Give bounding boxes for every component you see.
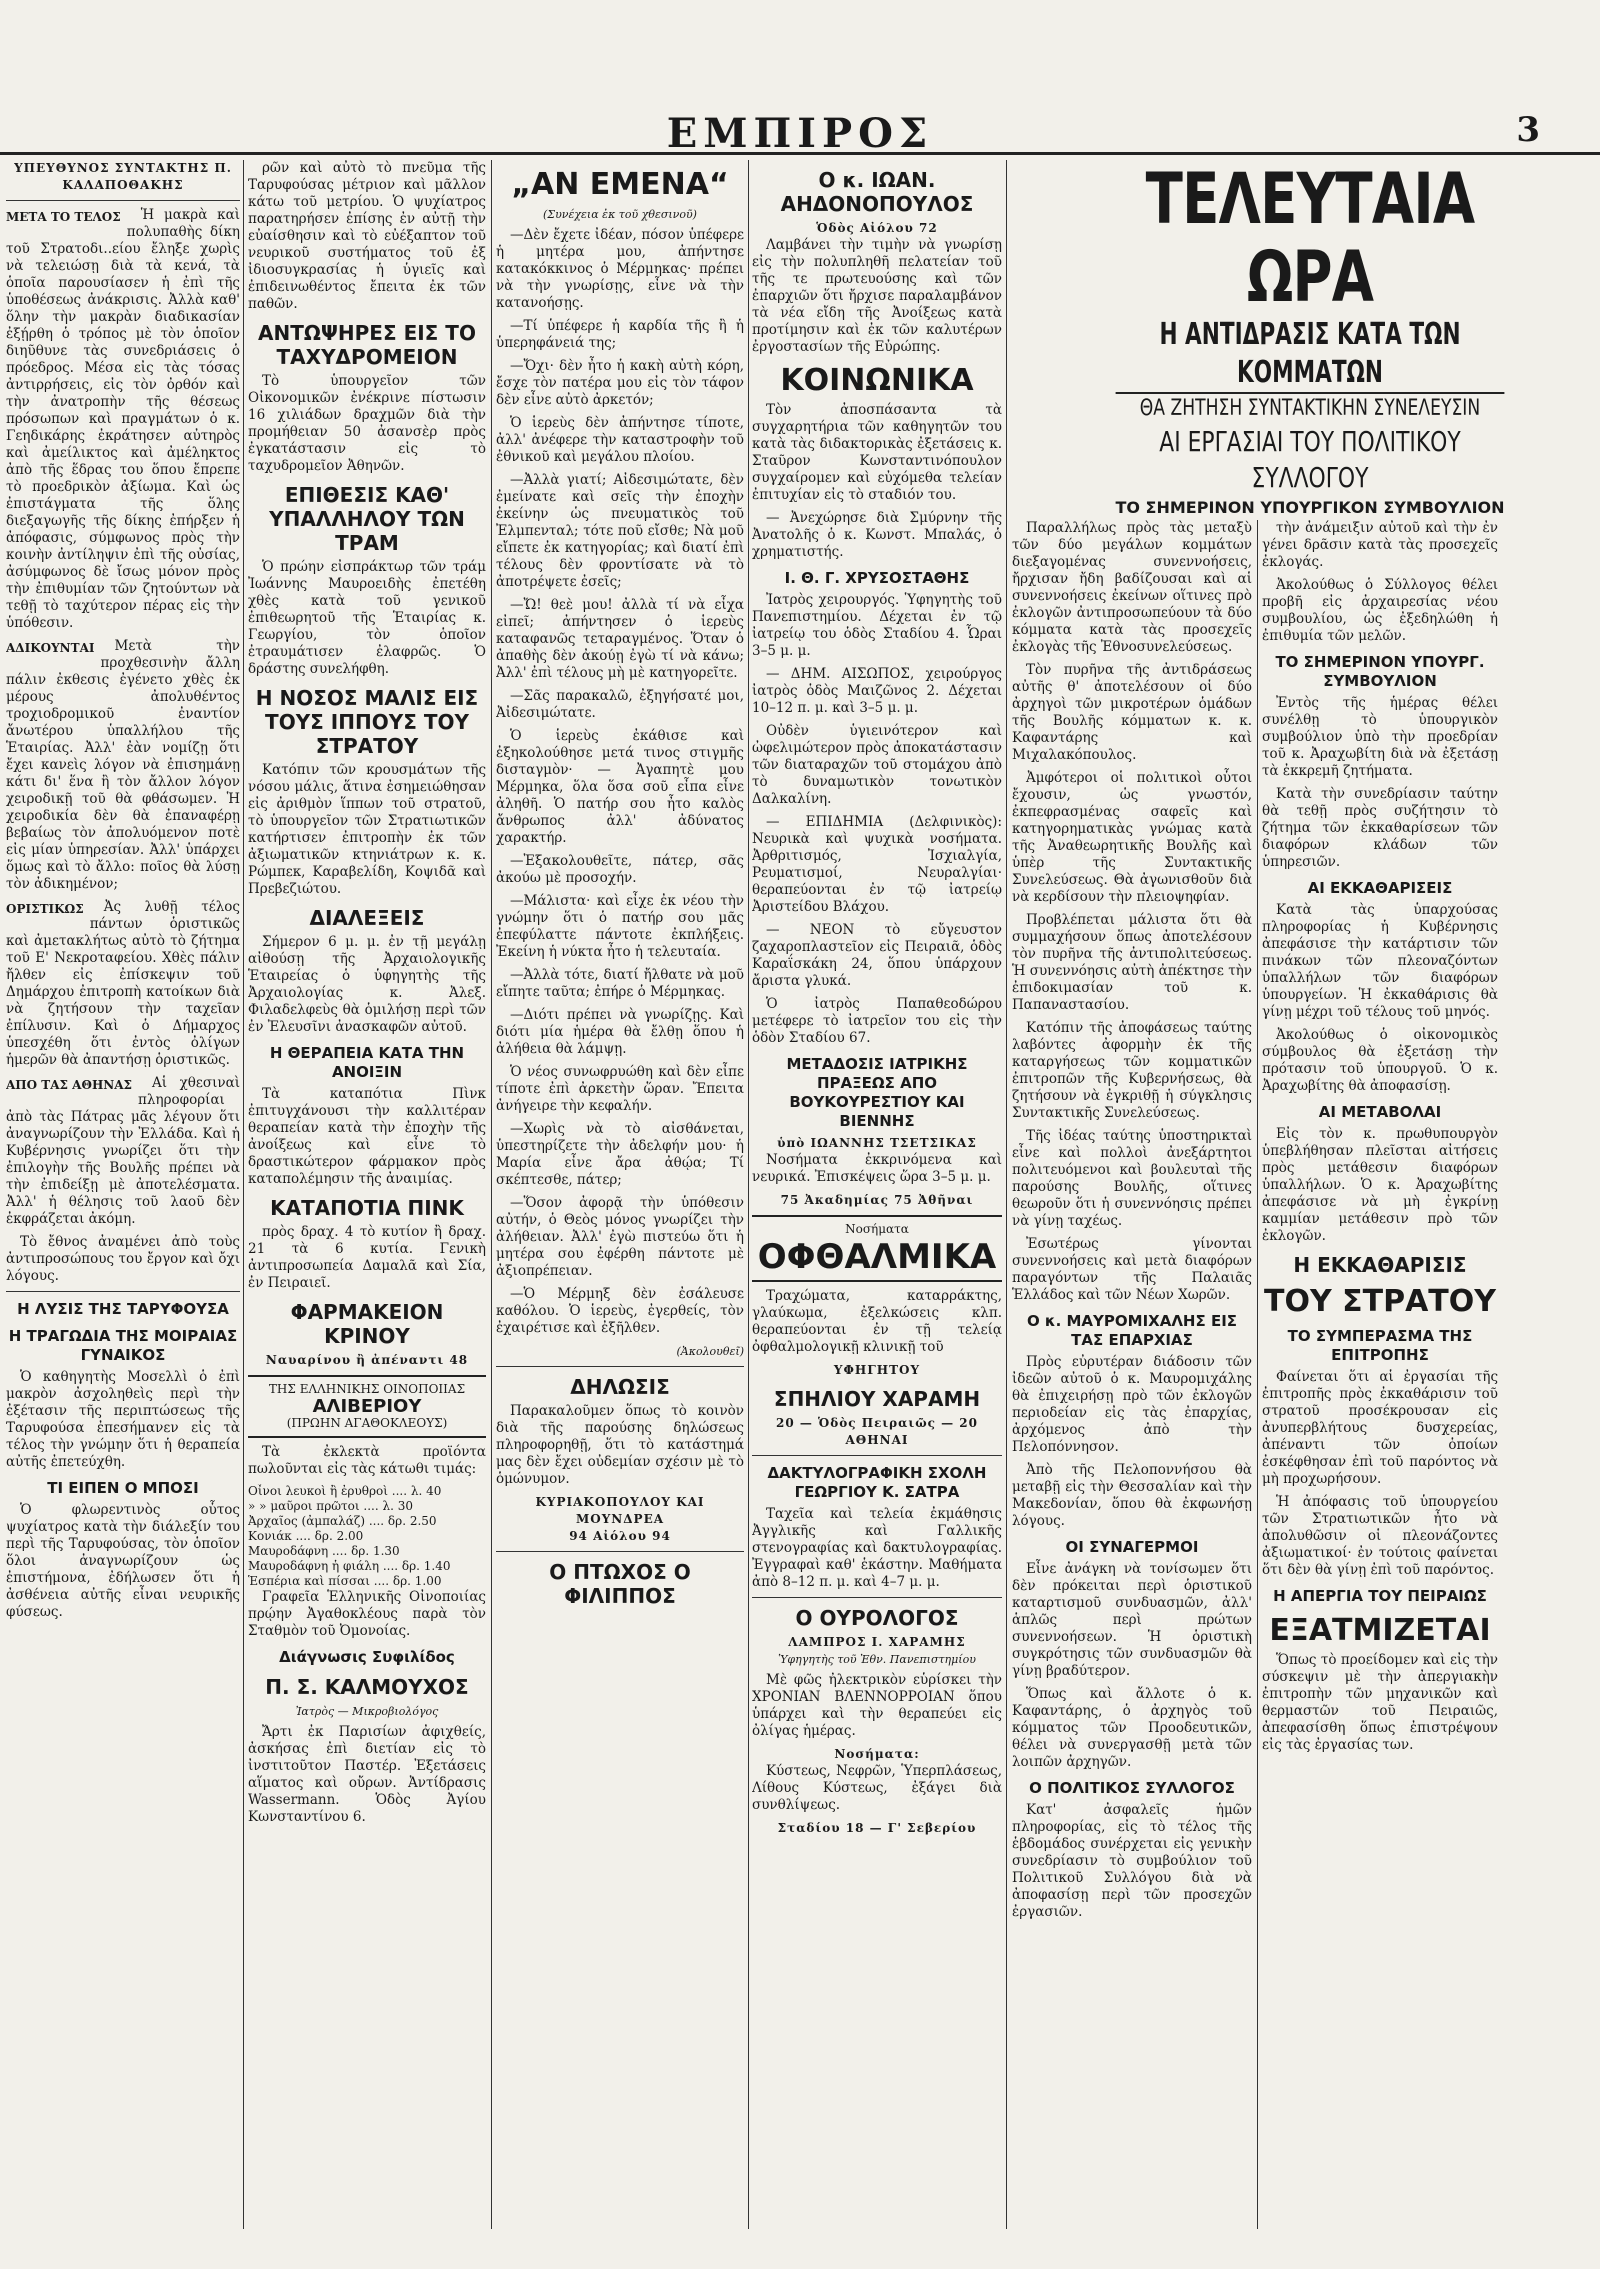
ad-doctor-name: ΛΑΜΠΡΟΣ Ι. ΧΑΡΑΜΗΣ <box>788 1635 966 1649</box>
article-text: τὴν ἀνάμειξιν αὐτοῦ καὶ τὴν ἐν γένει δρᾶσιν κατὰ τὰς προσεχεῖς ἐκλογάς. <box>1262 520 1498 570</box>
ad-text: Μὲ φῶς ἠλεκτρικὸν εὑρίσκει τὴν ΧΡΟΝΙΑΝ ΒΛΕΝΝΟΡΡΟΙΑΝ ὅπου ὑπάρχει καὶ τὴν θεραπεύει εἰς ὀλίγας ἡμέρας. <box>752 1672 1002 1739</box>
column-rule <box>1257 520 1258 2229</box>
article-text: Σήμερον 6 μ. μ. ἐν τῇ μεγάλῃ αἰθούσῃ τῆς Ἀρχαιολογικῆς Ἑταιρείας ὁ ὑφηγητὴς τῆς Ἀρχαιολογίας κ. Ἀλεξ. Φιλαδελφεὺς θὰ ὁμιλήσῃ περὶ τῶν ἐν Ἐλευσῖνι ἀνασκαφῶν αὐτοῦ. <box>248 934 486 1035</box>
price-line: Ἑσπέρια καὶ πίσσαι .... δρ. 1.00 <box>248 1574 442 1588</box>
price-line: Ἀρχαῖος (ἀμπαλάζ) .... δρ. 2.50 <box>248 1514 437 1528</box>
main-subheadline: Η ΑΝΤΙΔΡΑΣΙΣ ΚΑΤΑ ΤΩΝ ΚΟΜΜΑΤΩΝ <box>1116 316 1505 394</box>
article-text: Ὅπως καὶ ἄλλοτε ὁ κ. Καφαντάρης, ὁ ἀρχηγὸς τοῦ κόμματος τῶν Προοδευτικῶν, θέλει νὰ συνεργασθῇ μετὰ τῶν λοιπῶν ἀρχηγῶν. <box>1012 1686 1252 1770</box>
ad-title-line: ΤΗΣ ΕΛΛΗΝΙΚΗΣ ΟΙΝΟΠΟΙΙΑΣ <box>268 1382 466 1396</box>
headline-deck-1: ΘΑ ΖΗΤΗΣΗ ΣΥΝΤΑΚΤΙΚΗΝ ΣΥΝΕΛΕΥΣΙΝ <box>1139 396 1481 421</box>
ad-headline: ΚΑΤΑΠΟΤΙΑ ΠΙΝΚ <box>270 1196 464 1220</box>
article-text: Ἀπὸ τῆς Πελοποννήσου θὰ μεταβῇ εἰς τὴν Θεσσαλίαν καὶ τὴν Μακεδονίαν, ὅπου θὰ ἐκφωνήσῃ λόγους. <box>1012 1462 1252 1529</box>
article-text: — Ἀνεχώρησε διὰ Σμύρνην τῆς Ἀνατολῆς ὁ κ. Κωνστ. Μπαλάς, ὁ χρηματιστής. <box>752 510 1002 560</box>
column-4 <box>752 160 1002 2229</box>
article-text: Ἐσωτέρως γίνονται συνεννοήσεις καὶ μετὰ διαφόρων παραγόντων τῆς Παλαιᾶς Ἑλλάδος καὶ τῶν Νέων Χωρῶν. <box>1012 1236 1252 1303</box>
column-rule <box>243 160 244 2229</box>
ad-text: Ἄρτι ἐκ Παρισίων ἀφιχθείς, ἀσκήσας ἐπὶ διετίαν εἰς τὸ ἰνστιτοῦτον Παστέρ. Ἐξετάσεις αἵματος καὶ οὔρων. Ἀντίδρασις Wassermann. Ὁδὸς Ἀγίου Κωνσταντίνου 6. <box>248 1724 486 1825</box>
ad-address: 20 — Ὁδὸς Πειραιῶς — 20 <box>775 1416 978 1430</box>
ad-text: Λαμβάνει τὴν τιμὴν νὰ γνωρίσῃ εἰς τὴν πολυπληθῆ πελατείαν τοῦ τῆς τε πρωτευούσης καὶ τῶν ἐπαρχιῶν ὅτι ἤρχισε παραλαμβάνον τὰ νέα εἴδη τῆς Ἀνοίξεως κατὰ προτίμησιν καὶ ἐκ τῶν καλυτέρων ἐργοστασίων τῆς Εὐρώπης. <box>752 237 1002 355</box>
article-text: —Μάλιστα· καὶ εἶχε ἐκ νέου τὴν γνώμην ὅτι ὁ πατήρ σου μᾶς ἐπεφύλαττε πάντοτε ἐκπλήξεις. Ἐκείνη ἡ νύκτα ἦτο ἡ τελευταία. <box>496 893 744 960</box>
eye-clinic-ad <box>752 1215 1002 1282</box>
ad-doctor-title: Ἰατρὸς — Μικροβιολόγος <box>295 1705 439 1718</box>
article-text: Κατ' ἀσφαλεῖς ἡμῶν πληροφορίας, εἰς τὸ τέλος τῆς ἑβδομάδος συνέρχεται εἰς γενικὴν συνεδρίασιν τὸ συμβούλιον τοῦ Πολιτικοῦ Συλλόγου διὰ νὰ ἀποφασίσῃ περὶ τῶν προσεχῶν ἐργασιῶν. <box>1012 1802 1252 1920</box>
article-text: Κατὰ τὴν συνεδρίασιν ταύτην θὰ τεθῇ πρὸς συζήτησιν τὸ ζήτημα τῶν ἐκκαθαρίσεων τῶν διαφόρων κλάδων τῶν ὑπηρεσιῶν. <box>1262 786 1498 870</box>
winery-ad <box>248 1375 486 1438</box>
article-text: —Ἀλλὰ τότε, διατί ἤλθατε νὰ μοῦ εἴπητε ταῦτα; ἐπήρε ὁ Μέρμηκας. <box>496 967 744 1000</box>
serial-title: „ΑΝ ΕΜΕΝΑ“ <box>511 167 729 202</box>
article-text: —Σᾶς παρακαλῶ, ἐξηγήσατέ μοι, Ἀἰδεσιμώτατε. <box>496 688 744 721</box>
main-headline: ΤΕΛΕΥΤΑΙΑ ΩΡΑ <box>1145 158 1475 318</box>
article-text: Τὸν ἀποσπάσαντα τὰ συγχαρητήρια τῶν καθηγητῶν του κατὰ τὰς διδακτορικὰς ἐξετάσεις κ. Σταῦρον Κωνσταντινόπουλον συγχαίρομεν καὶ εὐχόμεθα τελείαν ἐπιτυχίαν εἰς τὸ σταδιόν του. <box>752 402 1002 503</box>
ad-headline: Διάγνωσις Συφιλίδος <box>279 1648 455 1666</box>
page-number: 3 <box>1516 110 1540 150</box>
article-headline: ΟΙ ΣΥΝΑΓΕΡΜΟΙ <box>1065 1538 1199 1556</box>
article-headline: ΤΟ ΣΗΜΕΡΙΝΟΝ ΥΠΟΥΡΓ. ΣΥΜΒΟΥΛΙΟΝ <box>1275 653 1485 690</box>
ad-headline: Ο ΟΥΡΟΛΟΓΟΣ <box>795 1606 959 1630</box>
article-text: Πρὸς εὐρυτέραν διάδοσιν τῶν ἰδεῶν αὐτοῦ ὁ κ. Μαυρομιχάλης θὰ ἐπιχειρήσῃ πρὸ τῶν ἐκλογῶν περιοδείαν εἰς τὰς ἐπαρχίας, ἀρχόμενος ἀπὸ τὴν Πελοπόννησον. <box>1012 1354 1252 1455</box>
column-2 <box>248 160 486 2229</box>
article-text: Ὁ ἱερεὺς δὲν ἀπήντησε τίποτε, ἀλλ' ἀνέφερε τὴν καταστροφὴν τοῦ ἐθνικοῦ καὶ μεγάλου πλοίου. <box>496 415 744 465</box>
column-rule <box>1006 160 1007 2229</box>
ad-headline: ΔΑΚΤΥΛΟΓΡΑΦΙΚΗ ΣΧΟΛΗ ΓΕΩΡΓΙΟΥ Κ. ΣΑΤΡΑ <box>767 1464 987 1501</box>
masthead <box>0 110 1600 155</box>
article-text: Ὁ πρώην εἰσπράκτωρ τῶν τράμ Ἰωάννης Μαυροειδὴς ἐπετέθη χθὲς κατὰ τοῦ γενικοῦ ἐπιθεωρητοῦ τῆς Ἑταιρίας κ. Γεωργίου, τὸν ὁποῖον ἐτραυμάτισεν ἐλαφρῶς. Ὁ δράστης συνελήφθη. <box>248 559 486 677</box>
ad-address: Ὁδὸς Αἰόλου 72 <box>816 221 938 235</box>
article-headline: ΕΠΙΘΕΣΙΣ ΚΑΘ' ΥΠΑΛΛΗΛΟΥ ΤΩΝ ΤΡΑΜ <box>269 483 465 555</box>
article-text: Τὸ ἔθνος ἀναμένει ἀπὸ τοὺς ἀντιπροσώπους του ἔργον καὶ ὄχι λόγους. <box>6 1234 240 1284</box>
column-1 <box>6 160 240 2229</box>
article-text: Ἡ μακρὰ καὶ πολυπαθὴς δίκη τοῦ Στρατοδι..είου ἔληξε χωρὶς νὰ τελειώσῃ διὰ τὰ κενά, τὰ ὁποῖα παρουσίασεν ἡ ἐπὶ τῆς ὑποθέσεως ἀνάκρισις. Ἀλλὰ καθ' ὅλην τὴν μακρὰν διαδικασίαν ἐξῄρθη ὁ τρόπος μὲ τὸν ὁποῖον διηῦθυνε τὰς συνεδριάσεις ὁ πρόεδρος. Μέσα εἰς τὰς τόσας ἀντιρρήσεις, εἰς τὸν ὀρθόν καὶ τὴν ἀνατροπὴν τῆς θέσεως πρόσωπων καὶ πραγμάτων ὁ κ. Γεηδικάρης ἐκράτησεν αὐτηρὸς καὶ ἀμείλικτος καὶ ἀμέληκτος ἀπὸ τῆς ἕδρας του ὅπου ἔπρεπε τὸ προεδρικὸν ἀξίωμα. Καὶ ὡς ἐπιστάγματα τῆς ὅλης διεξαγωγῆς τῆς δίκης ἐπήρξεν ἡ ἀπόφασις, σύμφωνος πρὸς τὴν κοινὴν ἀντίληψιν ἐπὶ τῆς οὐσίας, ἀσύμφωνος δὲ ἴσως μόνον πρὸς τὴν ἐπιθυμίαν τῶν ζητούντων νὰ τεθῇ τὸ ταχύτερον πέρας εἰς τὴν ὑπόθεσιν. <box>6 207 240 631</box>
article-headline: Ο ΠΟΛΙΤΙΚΟΣ ΣΥΛΛΟΓΟΣ <box>1029 1779 1235 1797</box>
newspaper-name: ΕΜΠΙΡΟΣ <box>666 110 934 157</box>
side-heading: ΟΡΙΣΤΙΚΩΣ <box>6 902 84 916</box>
article-text: Ἀς λυθῇ τέλος πάντων ὁριστικῶς καὶ ἀμετακλήτως αὐτὸ τὸ ζήτημα τοῦ Ε' Νεκροταφείου. Χθὲς πάλιν ἤλθεν εἰς ἐπίσκεψιν τοῦ Δημάρχου ἐπιτροπὴ κατοίκων διὰ νὰ ζητήσουν τὴν ταχεῖαν ἐπίλυσιν. Καὶ ὁ Δήμαρχος ὑπεσχέθη ὅτι ἐντὸς ὀλίγων ἡμερῶν θὰ ἀπαντήσῃ ὁριστικῶς. <box>6 899 240 1068</box>
column-6 <box>1262 520 1498 2229</box>
ad-text: Τὰ ἐκλεκτὰ προϊόντα πωλοῦνται εἰς τὰς κάτωθι τιμάς: <box>248 1444 486 1477</box>
notice-text: Παρακαλοῦμεν ὅπως τὸ κοινὸν διὰ τῆς παρούσης δηλώσεως πληροφορηθῇ, ὅτι τὸ κατάστημά μας δὲν ἔχει οὐδεμίαν σχέσιν μὲ τὸ ὁμώνυμον. <box>496 1403 744 1487</box>
article-text: Μετὰ τὴν προχθεσινὴν ἄλλη πάλιν ἐκθεσις ἐγένετο χθὲς ἐκ μέρους ἀπολυθέντος τροχιοδρομικοῦ ἐναντίον ἄνωτέρου ὑπαλλήλου τῆς Ἑταιρίας. Ἀλλ' ἐὰν νομίζῃ ὅτι ἔχει κανεὶς λόγον νὰ ἐπισημάνῃ κάτι δι' ἕνα ἢ τὸν ἄλλον λόγον χειροδικῇ τοῦ θὰ φθάσωμεν. Ἡ χειροδικία δὲν θὰ ἐπαναφέρῃ βεβαίως τὸν ἀπολυόμενον ποτὲ εἰς μίαν ὑπηρεσίαν. Ἀλλ' ὑπάρχει ὅμως καὶ τὸ ἄλλο: ποῖος θὰ λύσῃ τὸν ἀδικημένον; <box>6 638 240 892</box>
ad-address: Σταδίου 18 — Γ' Σεβερίου <box>777 1821 977 1835</box>
ad-headline: ΜΕΤΑΔΟΣΙΣ ΙΑΤΡΙΚΗΣ ΠΡΑΞΕΩΣ ΑΠΟ ΒΟΥΚΟΥΡΕΣΤΙΟΥ ΚΑΙ ΒΙΕΝΝΗΣ <box>786 1055 968 1130</box>
price-line: » » μαῦροι πρῶτοι .... λ. 30 <box>248 1499 413 1513</box>
shop-name: ΚΥΡΙΑΚΟΠΟΥΛΟΥ ΚΑΙ ΜΟΥΝΔΡΕΑ <box>535 1495 705 1526</box>
article-text: —Ὄχι· δὲν ἦτο ἡ κακὴ αὐτὴ κόρη, ἔσχε τὸν πατέρα μου εἰς τὸν τάφον δὲν εἶνε αὐτὸ ἀρκετόν; <box>496 358 744 408</box>
article-headline: ΔΙΑΛΕΞΕΙΣ <box>309 906 425 930</box>
side-heading: ΑΔΙΚΟΥΝΤΑΙ <box>6 641 95 655</box>
article-text: Τὸν πυρῆνα τῆς ἀντιδράσεως αὐτῆς θ' ἀποτελέσουν οἱ δύο ἀρχηγοὶ τῶν μικροτέρων ὁμάδων τῆς Βουλῆς κόμματων κ. κ. Καφαντάρης καὶ Μιχαλακόπουλος. <box>1012 662 1252 763</box>
ad-doctor-title: Ὑφηγητὴς τοῦ Ἐθν. Πανεπιστημίου <box>778 1653 976 1666</box>
article-text: Παραλλήλως πρὸς τὰς μεταξὺ τῶν δύο μεγάλων κομμάτων διεξαγομένας συνεννοήσεις, ἤρχισαν ἤδη βαδίζουσαι καὶ αἱ συνεννοήσεις ἐκείνων οἵτινες πρὸ ἐκλογῶν ἀντιπροσωπεύουν τὰ δύο κόμματα κατὰ τὰς προσεχεῖς ἐκλογὰς τῆς Ἐθνοσυνελεύσεως. <box>1012 520 1252 655</box>
column-rule <box>748 160 749 2229</box>
article-text: Κατόπιν τῶν κρουσμάτων τῆς νόσου μάλις, ἅτινα ἐσημειώθησαν εἰς ἀριθμὸν ἵππων τοῦ στρατοῦ, τὸ ὑπουργεῖον τῶν Στρατιωτικῶν κατήρτισεν ἐπιτροπὴν ἐκ τῶν ἀξιωματικῶν κτηνιάτρων κ. κ. Ρώμπεκ, Καραβελίδη, Κοψιδᾶ καὶ Πρεβεζιώτου. <box>248 762 486 897</box>
article-subheadline: Η ΤΡΑΓΩΔΙΑ ΤΗΣ ΜΟΙΡΑΙΑΣ ΓΥΝΑΙΚΟΣ <box>8 1327 238 1364</box>
article-text: ρῶν καὶ αὐτὸ τὸ πνεῦμα τῆς Ταρυφούσας μέτριον καὶ μᾶλλον κάτω τοῦ μετρίου. Ὁ ψυχίατρος παρατηρήσεν ἐπίσης ἐν αὐτῇ τὴν εὐαίσθησιν καὶ τὸ εὐέξαπτον τοῦ νευρικοῦ συστήματος τοῦ ἐξ ἰδιοσυγκρασίας ἡ ὑγιεῖς καὶ ἐπιδεινωθέντος ἔπειτα ἐκ τῶν παθῶν. <box>248 160 486 312</box>
article-headline: Η ΑΠΕΡΓΙΑ ΤΟΥ ΠΕΙΡΑΙΩΣ <box>1273 1587 1487 1605</box>
article-text: —Ἀλλὰ γιατί; Αἰδεσιμώτατε, δὲν ἐμείνατε καὶ σεῖς τὴν ἐποχὴν ἐκείνην ὡς πνευματικὸς τοῦ Ἐλμπενταλ; τότε ποῦ εἴσθε; Νὰ μοῦ εἴπετε ἐκ κατηγορίας; καὶ διατί ἐπὶ τέλους δὲν φροντίσατε νὰ τὸ ἀποτρέψετε ἐσεῖς; <box>496 472 744 590</box>
article-text: —Δὲν ἔχετε ἰδέαν, πόσον ὑπέφερε ἡ μητέρα μου, ἀπήντησε κατακόκκινος ὁ Μέρμηκας· πρέπει νὰ τὴν γνωρίσῃς, εἶνε νὰ τὴν κατανοήσῃς. <box>496 227 744 311</box>
article-text: —Χωρὶς νὰ τὸ αἰσθάνεται, ὑπεστηρίζετε τὴν ἀδελφήν μου· ἡ Μαρία εἶνε ἄρα ἀθῴα; Τί σκέπτεσθε, πάτερ; <box>496 1121 744 1188</box>
ad-address: Ναυαρίνου ἢ ἀπέναντι 48 <box>265 1353 469 1367</box>
article-text: —Διότι πρέπει νὰ γνωρίζῃς. Καὶ διότι μία ἡμέρα θὰ ἔλθῃ ὅπου ἡ ἀλήθεια θὰ λάμψῃ. <box>496 1007 744 1057</box>
article-text: Ὁ νέος συνωφρυώθη καὶ δὲν εἶπε τίποτε ἐπὶ ἀρκετὴν ὥραν. Ἔπειτα ἀνήγειρε τὴν κεφαλήν. <box>496 1064 744 1114</box>
article-text: Ὅπως τὸ προείδομεν καὶ εἰς τὴν σύσκεψιν μὲ τὴν ἀπεργιακὴν ἐπιτροπὴν τῶν μηχανικῶν καὶ θερμαστῶν τοῦ Πειραιῶς, ἀπεφασίσθη ὅπως ἐπιστρέψουν εἰς τὰς ἐργασίας των. <box>1262 1652 1498 1753</box>
ad-doctor-name: ΣΠΗΛΙΟΥ ΧΑΡΑΜΗ <box>773 1387 981 1411</box>
article-text: —Τί ὑπέφερε ἡ καρδία τῆς ἢ ἡ ὑπερηφάνειά της; <box>496 318 744 351</box>
price-line: Κονιάκ .... δρ. 2.00 <box>248 1529 364 1543</box>
article-text: Ὁ ἰατρὸς Παπαθεοδώρου μετέφερε τὸ ἰατρεῖον του εἰς τὴν ὁδὸν Σταδίου 67. <box>752 996 1002 1046</box>
column-3 <box>496 160 744 2229</box>
ad-list-heading: Νοσήματα: <box>834 1747 920 1761</box>
article-text: Τῆς ἰδέας ταύτης ὑποστηρικταὶ εἶνε καὶ πολλοὶ ἀνεξάρτητοι πολιτευόμενοι καὶ βουλευταὶ τῆς παρούσης Βουλῆς, οἵτινες θεωροῦν ὅτι ἡ συνεννόησις πρέπει νὰ γίνῃ ταχέως. <box>1012 1128 1252 1229</box>
article-headline: ΑΙ ΜΕΤΑΒΟΛΑΙ <box>1318 1103 1442 1121</box>
ad-doctor-title: ΥΦΗΓΗΤΟΥ <box>833 1363 921 1377</box>
price-line: Οἶνοι λευκοὶ ἢ ἐρυθροὶ .... λ. 40 <box>248 1484 442 1498</box>
article-text: —Ὅσον ἀφορᾷ τὴν ὑπόθεσιν αὐτήν, ὁ Θεὸς μόνος γνωρίζει τὴν ἀλήθειαν. Ἀλλ' ἐγὼ πιστεύω ὅτι ἡ μητέρα σου ἐφέρθη πάντοτε μὲ ἀξιοπρέπειαν. <box>496 1195 744 1279</box>
ad-title-main: ΟΦΘΑΛΜΙΚΑ <box>757 1237 997 1277</box>
article-text: —Ὁ Μέρμηξ δὲν ἐσάλευσε καθόλου. Ὁ ἱερεὺς, ἐγερθείς, τὸν ἐχαιρέτισε καὶ ἐξῆλθεν. <box>496 1286 744 1336</box>
article-text: —Ἐξακολουθεῖτε, πάτερ, σᾶς ἀκούω μὲ προσοχήν. <box>496 853 744 886</box>
article-headline: ΑΝΤΩΨΗΡΕΣ ΕΙΣ ΤΟ ΤΑΧΥΔΡΟΜΕΙΟΝ <box>258 321 476 369</box>
article-text: Αἱ χθεσιναὶ πληροφορίαι ἀπὸ τὰς Πάτρας μᾶς λέγουν ὅτι ἀναγνωρίζουν τὴν Ἐλλάδα. Καὶ ἡ Κυβέρνησις γνωρίζει ὅτι τὴν ἐπιλογὴν τῆς Βουλῆς πρέπει νὰ τὴν ἐπιδείξῃ μὲ ἀποτελέσματα. Ἀλλ' ἡ θέλησις τοῦ λαοῦ δὲν ἐκφράζεται ἀκόμη. <box>6 1075 240 1227</box>
continued-note: (Ἀκολουθεῖ) <box>676 1345 744 1358</box>
ad-title-line: Νοσήματα <box>845 1222 909 1236</box>
article-headline: Η ΘΕΡΑΠΕΙΑ ΚΑΤΑ ΤΗΝ ΑΝΟΙΞΙΝ <box>269 1044 465 1081</box>
article-headline-main: ΤΟΥ ΣΤΡΑΤΟΥ <box>1264 1284 1496 1319</box>
headline-deck-2: ΑΙ ΕΡΓΑΣΙΑΙ ΤΟΥ ΠΟΛΙΤΙΚΟΥ ΣΥΛΛΟΓΟΥ <box>1159 425 1461 494</box>
article-text: Ἀμφότεροι οἱ πολιτικοὶ οὗτοι ἔχουσιν, ὡς γνωστόν, ἐκπεφρασμένας σαφεῖς καὶ κατηγορηματικὰς γνώμας κατὰ τῆς Ἀναθεωρητικῆς Βουλῆς καὶ ὑπὲρ τῆς Συντακτικῆς Συνελεύσεως. Θὰ ἀγωνισθοῦν διὰ νὰ κερδίσουν τὴν πλειοψηφίαν. <box>1012 770 1252 905</box>
ad-doctor-name: Π. Σ. ΚΑΛΜΟΥΧΟΣ <box>265 1675 469 1699</box>
column-5 <box>1012 520 1252 2229</box>
serial-subtitle: (Συνέχεια ἐκ τοῦ χθεσινοῦ) <box>543 208 697 221</box>
article-text: Τὸ ὑπουργεῖον τῶν Οἰκονομικῶν ἐνέκρινε πίστωσιν 16 χιλιάδων δραχμῶν διὰ τὴν προμήθειαν 50 ἀσανσὲρ πρὸς ἐγκατάστασιν εἰς τὸ ταχυδρομεῖον Ἀθηνῶν. <box>248 373 486 474</box>
section-headline: ΚΟΙΝΩΝΙΚΑ <box>780 363 974 398</box>
price-line: Μαυροδάφνη ἡ φιάλη .... δρ. 1.40 <box>248 1559 451 1573</box>
article-text: Κατόπιν τῆς ἀποφάσεως ταύτης λαβόντες ἀφορμὴν ἐκ τῆς καταργήσεως τῶν κομματικῶν ἐπιτροπῶν τῆς Κυβερνήσεως, θὰ ζητήσουν νὰ ἐγκριθῇ ἡ σύγκλησις Συντακτικῆς Συνελεύσεως. <box>1012 1020 1252 1121</box>
price-list <box>248 1484 486 1589</box>
article-headline-main: ΕΞΑΤΜΙΖΕΤΑΙ <box>1269 1613 1491 1648</box>
article-text: — ΕΠΙΔΗΜΙΑ (Δελφινικὸς): Νευρικὰ καὶ ψυχικὰ νοσήματα. Ἀρθριτισμός, Ἰσχιαλγία, Ρευματισμοί, Νευραλγίαι· θεραπεύονται ἐν τῷ ἰατρείῳ Ἀριστείδου Βλάχου. <box>752 814 1002 915</box>
article-headline: ΤΙ ΕΙΠΕΝ Ο ΜΠΟΣΙ <box>47 1479 199 1497</box>
shop-address: 94 Αἰόλου 94 <box>569 1529 671 1543</box>
article-subheadline: ΤΟ ΣΥΜΠΕΡΑΣΜΑ ΤΗΣ ΕΠΙΤΡΟΠΗΣ <box>1287 1327 1473 1364</box>
ad-doctor-name: Ι. Θ. Γ. ΧΡΥΣΟΣΤΑΘΗΣ <box>784 569 970 587</box>
article-text: Φαίνεται ὅτι αἱ ἐργασίαι τῆς ἐπιτροπῆς πρὸς ἐκκαθάρισιν τοῦ στρατοῦ προσέκρουσαν εἰς ἀνυπερβλήτους δυσχερείας, ἀπέναντι τῶν ὁποίων ἐσκέφθησαν ἐπὶ τοῦ παρόντος νὰ μὴ προχωρήσουν. <box>1262 1369 1498 1487</box>
article-text: Τὰ καταπότια Πὶνκ ἐπιτυγχάνουσι τὴν καλλιτέραν θεραπείαν κατὰ τὴν ἐποχὴν τῆς ἀνοίξεως καὶ εἶνε τὸ δραστικώτερον φάρμακον πρὸς καταπολέμησιν τῆς ἀναιμίας. <box>248 1086 486 1187</box>
ad-text: Τραχώματα, καταρράκτης, γλαύκωμα, ἐξελκώσεις κλπ. θεραπεύονται ἐν τῇ τελείᾳ ὀφθαλμολογικῇ κλινικῇ τοῦ <box>752 1288 1002 1355</box>
ad-text: Ταχεῖα καὶ τελεία ἐκμάθησις Ἀγγλικῆς καὶ Γαλλικῆς στενογραφίας καὶ δακτυλογραφίας. Ἐγγραφαὶ καθ' ἑκάστην. Μαθήματα ἀπὸ 8–12 π. μ. καὶ 4–7 μ. μ. <box>752 1506 1002 1590</box>
article-headline: Η ΕΚΚΑΘΑΡΙΣΙΣ <box>1293 1253 1467 1277</box>
article-text: Ἡ ἀπόφασις τοῦ ὑπουργείου τῶν Στρατιωτικῶν ἦτο νὰ ἀπολυθῶσιν οἱ πλεονάζοντες ἀξιωματικοί· ἐν τούτοις φαίνεται ὅτι δὲν θὰ γίνῃ ἐπὶ τοῦ παρόντος. <box>1262 1494 1498 1578</box>
notice-headline: ΔΗΛΩΣΙΣ <box>570 1375 670 1399</box>
serial-title-2: Ο ΠΤΩΧΟΣ Ο ΦΙΛΙΠΠΟΣ <box>549 1560 691 1608</box>
ad-headline: ΦΑΡΜΑΚΕΙΟΝ ΚΡΙΝΟΥ <box>290 1300 444 1348</box>
article-text: — ΝΕΟΝ τὸ εὔγευστον ζαχαροπλαστεῖον εἰς Πειραιᾶ, ὁδὸς Καραΐσκάκη 24, ὅπου ὑπάρχουν ἄριστα γλυκά. <box>752 922 1002 989</box>
article-headline: Η ΛΥΣΙΣ ΤΗΣ ΤΑΡΥΦΟΥΣΑ <box>17 1300 229 1318</box>
editor-credit: ΥΠΕΥΘΥΝΟΣ ΣΥΝΤΑΚΤΗΣ Π. ΚΑΛΑΠΟΘΑΚΗΣ <box>14 161 232 192</box>
ad-text: Γραφεῖα Ἑλληνικῆς Οἰνοποιίας πρῴην Ἀγαθοκλέους παρὰ τὸν Σταθμὸν τοῦ Ὀμονοίας. <box>248 1589 486 1639</box>
article-headline: Ο κ. ΜΑΥΡΟΜΙΧΑΛΗΣ ΕΙΣ ΤΑΣ ΕΠΑΡΧΙΑΣ <box>1026 1312 1238 1349</box>
side-heading: ΑΠΟ ΤΑΣ ΑΘΗΝΑΣ <box>6 1078 133 1092</box>
ad-text: Ἰατρὸς χειρουργός. Ὑφηγητὴς τοῦ Πανεπιστημίου. Δέχεται ἐν τῷ ἰατρείῳ του ὁδὸς Σταδίου 4. Ὧραι 3–5 μ. μ. <box>752 592 1002 659</box>
article-text: Ἀκολούθως ὁ Σύλλογος θέλει προβῆ εἰς ἀρχαιρεσίας νέου συμβουλίου, ὡς ἐξεδηλώθη ἡ ἐπιθυμία τῶν μελῶν. <box>1262 577 1498 644</box>
article-text: Οὐδὲν ὑγιεινότερον καὶ ὠφελιμώτερον πρὸς ἀποκατάστασιν τῶν διαταραχῶν τοῦ στομάχου ἀπὸ τὸ δυναμωτικὸν τονωτικὸν Δαλκαλίνη. <box>752 723 1002 807</box>
article-text: Ὁ φλωρεντινὸς οὗτος ψυχίατρος κατὰ τὴν διάλεξίν του περὶ τῆς Ταρυφούσας, τὸν ὁποῖον ὅλοι ἀναγνωρίζουν ὡς ἐπιστήμονα, ἐδήλωσεν ὅτι ἡ ἀσθένεια αὐτῆς εἶναι νευρικῆς φύσεως. <box>6 1502 240 1620</box>
article-headline: Η ΝΟΣΟΣ ΜΑΛΙΣ ΕΙΣ ΤΟΥΣ ΙΠΠΟΥΣ ΤΟΥ ΣΤΡΑΤΟΥ <box>255 686 479 758</box>
article-text: Εἰς τὸν κ. πρωθυπουργὸν ὑπεβλήθησαν πλεῖσται αἰτήσεις πρὸς μετάθεσιν διαφόρων ὑπαλλήλων. Ὁ κ. Ἀραχωβίτης ἀπεφάσισε νὰ μὴ ἐγκρίνῃ καμμίαν μετάθεσιν πρὸ τῶν ἐκλογῶν. <box>1262 1126 1498 1244</box>
ad-text: πρὸς δραχ. 4 τὸ κυτίον ἢ δραχ. 21 τὰ 6 κυτία. Γενικὴ ἀντιπροσωπεία Δαμαλᾶ καὶ Σία, ἐν Πειραιεῖ. <box>248 1224 486 1291</box>
ad-address: 75 Ἀκαδημίας 75 Ἀθῆναι <box>780 1193 974 1207</box>
article-text: Ἀκολούθως ὁ οἰκονομικὸς σύμβουλος θὰ ἐξετάσῃ τὴν πρότασιν τοῦ ὑπουργοῦ. Ὁ κ. Ἀραχωβίτης θὰ ἀποφασίσῃ. <box>1262 1027 1498 1094</box>
ad-subtitle: (ΠΡΩΗΝ ΑΓΑΘΟΚΛΕΟΥΣ) <box>286 1416 448 1430</box>
article-text: — ΔΗΜ. ΑΙΣΩΠΟΣ, χειρούργος ἰατρὸς ὁδὸς Μαιζῶνος 2. Δέχεται 10–12 π. μ. καὶ 3–5 μ. μ. <box>752 666 1002 716</box>
ad-text: Κύστεως, Νεφρῶν, Ὑπερπλάσεως, Λίθους Κύστεως, ἐξάγει διὰ συνθλίψεως. <box>752 1763 1002 1813</box>
ad-headline: Ο κ. ΙΩΑΝ. ΑΗΔΟΝΟΠΟΥΛΟΣ <box>780 168 974 216</box>
side-heading: ΜΕΤΑ ΤΟ ΤΕΛΟΣ <box>6 210 121 224</box>
ad-city: ΑΘΗΝΑΙ <box>845 1433 909 1447</box>
article-text: Ὁ καθηγητὴς Μοσελλὶ ὁ ἐπὶ μακρὸν ἀσχοληθεὶς περὶ τὴν ἐξέτασιν τῆς περιπτώσεως τῆς Ταρυφούσα ἐπεσήμανεν εἰς τὰ τέλος τὴν γνώμην ὅτι ἡ θεραπεία αὐτῆς ἐπετεύχθη. <box>6 1369 240 1470</box>
price-line: Μαυροδάφνη .... δρ. 1.30 <box>248 1544 400 1558</box>
article-text: Κατὰ τὰς ὑπαρχούσας πληροφορίας ἡ Κυβέρνησις ἀπεφάσισε τὴν κατάρτισιν τῶν πινάκων τῶν πλεοναζόντων ὑπαλλήλων τῶν διαφόρων ὑπουργείων. Ἡ ἐκκαθάρισις θὰ γίνῃ μέχρι τοῦ τέλους τοῦ μηνός. <box>1262 902 1498 1020</box>
ad-doctor-name: ὑπὸ ΙΩΑΝΝΗΣ ΤΣΕΤΣΙΚΑΣ <box>777 1136 977 1150</box>
article-text: Ὁ ἱερεὺς ἐκάθισε καὶ ἐξηκολούθησε μετά τινος στιγμῆς δισταγμὸν· — Ἀγαπητὲ μου Μέρμηκα, ὅλα ὅσα σοῦ εἶπα εἶνε ἀληθῆ. Ὁ πατήρ σου ἦτο καλὸς ἄνθρωπος ἀλλ' ἀδύνατος χαρακτήρ. <box>496 728 744 846</box>
article-text: Ἐντὸς τῆς ἡμέρας θέλει συνέλθῃ τὸ ὑπουργικὸν συμβούλιον ὑπὸ τὴν προεδρίαν τοῦ κ. Ἀραχωβίτη διὰ νὰ ἐξετάσῃ τὰ ἐκκρεμῆ ζητήματα. <box>1262 695 1498 779</box>
main-headline-block <box>1040 160 1580 520</box>
ad-title-main: ΑΛΙΒΕΡΙΟΥ <box>312 1396 422 1417</box>
headline-deck-3: ΤΟ ΣΗΜΕΡΙΝΟΝ ΥΠΟΥΡΓΙΚΟΝ ΣΥΜΒΟΥΛΙΟΝ <box>1115 498 1505 517</box>
ad-text: Νοσήματα ἐκκρινόμενα καὶ νευρικά. Ἐπισκέψεις ὥρα 3–5 μ. μ. <box>752 1152 1002 1185</box>
article-text: Εἶνε ἀνάγκη νὰ τονίσωμεν ὅτι δὲν πρόκειται περὶ ὁριστικοῦ καταρτισμοῦ συνδυασμῶν, ἀλλ' ἁπλῶς περὶ πρώτων συνεννοήσεων. Ἡ ὁριστικὴ συγκρότησις τῶν συνδυασμῶν θὰ γίνῃ βραδύτερον. <box>1012 1561 1252 1679</box>
column-rule <box>491 160 492 2229</box>
article-text: Προβλέπεται μάλιστα ὅτι θὰ συμμαχήσουν ὅπως ἀποτελέσουν τὸν πυρῆνα τῆς ἀντιπολιτεύσεως. Ἡ συνεννόησις αὐτὴ ἀπέκτησε τὴν ἐπιδοκιμασίαν τοῦ κ. Παπαναστασίου. <box>1012 912 1252 1013</box>
article-headline: ΑΙ ΕΚΚΑΘΑΡΙΣΕΙΣ <box>1307 879 1453 897</box>
article-text: —Ὤ! θεὲ μου! ἀλλὰ τί νὰ εἶχα εἰπεῖ; ἀπήντησεν ὁ ἱερεὺς καταφανῶς τεταραγμένος. Ὅταν ὁ ἀπαθὴς δὲν ἀκούῃ ἐγὼ τί νὰ κάνω; Ἀλλ' ἐπὶ τέλους μὴ μὲ κατηγορεῖτε. <box>496 597 744 681</box>
